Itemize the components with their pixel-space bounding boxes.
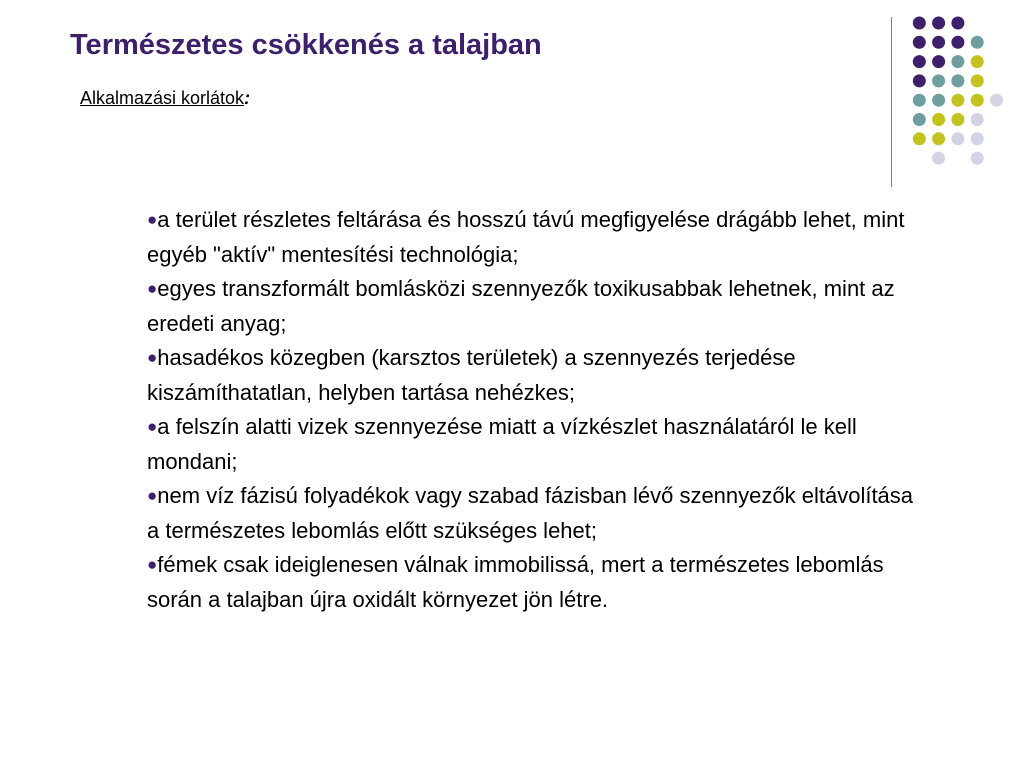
bullet-text: egyes transzformált bomlásközi szennyezők toxikusabbak lehetnek, mint az eredeti anyag; — [147, 276, 895, 336]
teal-dot — [971, 36, 984, 49]
purple-dot — [932, 55, 945, 68]
bullet-list — [147, 203, 927, 617]
olive-dot — [932, 132, 945, 145]
bullet-text: hasadékos közegben (karsztos területek) a szennyezés terjedése kiszámíthatatlan, helyben tartása nehézkes; — [147, 345, 796, 405]
purple-dot — [913, 36, 926, 49]
subtitle-colon: : — [244, 88, 251, 108]
olive-dot — [951, 113, 964, 126]
olive-dot — [971, 74, 984, 87]
bullet-item — [147, 272, 927, 341]
purple-dot — [913, 74, 926, 87]
bullet-text: a felszín alatti vizek szennyezése miatt a vízkészlet használatáról le kell mondani; — [147, 414, 857, 474]
olive-dot — [971, 55, 984, 68]
lavender-dot — [951, 132, 964, 145]
bullet-item — [147, 548, 927, 617]
purple-dot — [913, 55, 926, 68]
bullet-item — [147, 341, 927, 410]
subtitle-text: Alkalmazási korlátok — [80, 88, 245, 108]
lavender-dot — [932, 152, 945, 165]
bullet-item — [147, 410, 927, 479]
teal-dot — [932, 94, 945, 107]
lavender-dot — [971, 113, 984, 126]
bullet-dot-icon: ● — [147, 210, 158, 229]
purple-dot — [913, 17, 926, 30]
vertical-divider — [891, 17, 892, 187]
bullet-dot-icon: ● — [147, 348, 158, 367]
slide-title: Természetes csökkenés a talajban — [70, 29, 542, 61]
olive-dot — [913, 132, 926, 145]
bullet-text: a terület részletes feltárása és hosszú távú megfigyelése drágább lehet, mint egyéb "aktív" mentesítési technológia; — [147, 207, 905, 267]
teal-dot — [951, 74, 964, 87]
bullet-dot-icon: ● — [147, 279, 158, 298]
olive-dot — [951, 94, 964, 107]
lavender-dot — [971, 132, 984, 145]
bullet-text: nem víz fázisú folyadékok vagy szabad fázisban lévő szennyezők eltávolítása a természetes lebomlás előtt szükséges lehet; — [147, 483, 914, 543]
teal-dot — [951, 55, 964, 68]
slide-subtitle — [80, 86, 250, 110]
bullet-item — [147, 203, 927, 272]
lavender-dot — [971, 152, 984, 165]
purple-dot — [932, 17, 945, 30]
bullet-dot-icon: ● — [147, 417, 158, 436]
lavender-dot — [990, 94, 1003, 107]
bullet-text: fémek csak ideiglenesen válnak immobilissá, mert a természetes lebomlás során a talajban újra oxidált környezet jön létre. — [147, 552, 884, 612]
teal-dot — [913, 113, 926, 126]
bullet-item — [147, 479, 927, 548]
purple-dot — [951, 17, 964, 30]
purple-dot — [951, 36, 964, 49]
olive-dot — [971, 94, 984, 107]
bullet-dot-icon: ● — [147, 555, 158, 574]
bullet-dot-icon: ● — [147, 486, 158, 505]
olive-dot — [932, 113, 945, 126]
purple-dot — [932, 36, 945, 49]
teal-dot — [913, 94, 926, 107]
teal-dot — [932, 74, 945, 87]
